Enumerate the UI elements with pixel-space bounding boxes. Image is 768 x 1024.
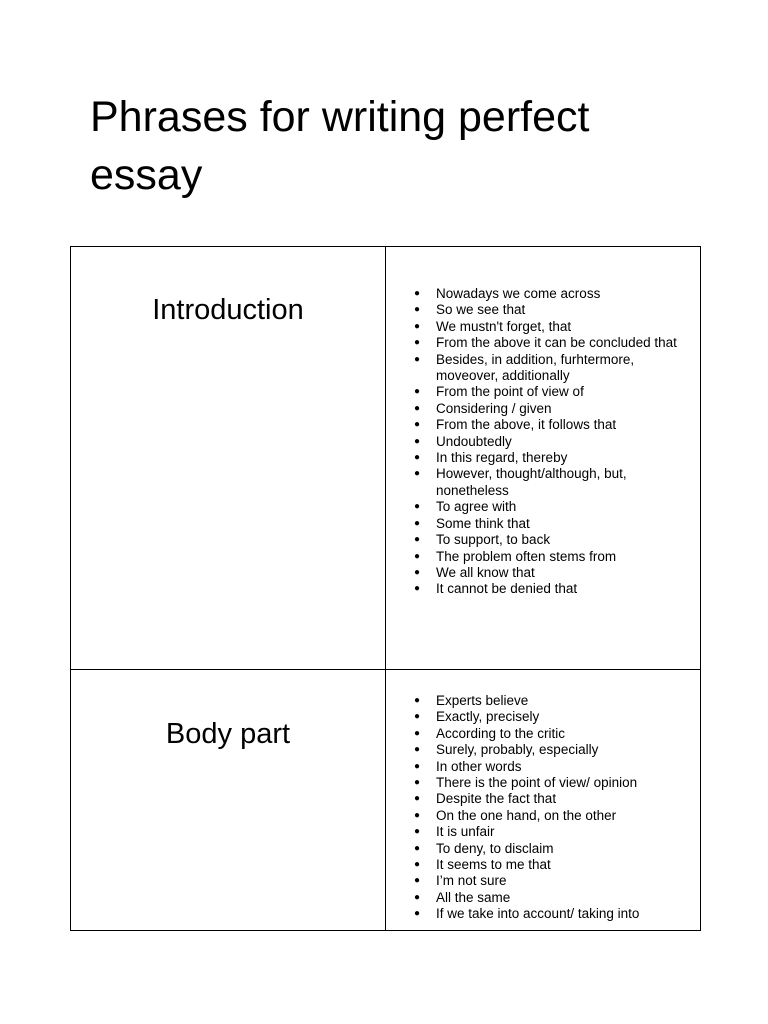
phrase-text: However, thought/although, but, nonetheless [436, 466, 627, 498]
phrase-text: We mustn't forget, that [436, 318, 572, 334]
section-label-cell [71, 247, 386, 670]
phrase-text: If we take into account/ taking into [436, 906, 640, 922]
phrase-text: All the same [436, 889, 511, 905]
phrase-text: Despite the fact that [436, 791, 557, 807]
bullet-icon: ● [414, 550, 421, 562]
table-row-body-part [71, 670, 701, 931]
list-item [414, 840, 692, 857]
bullet-icon: ● [414, 566, 421, 578]
list-item [414, 581, 692, 597]
list-item [414, 384, 692, 400]
bullet-icon: ● [414, 695, 421, 706]
phrase-text: In other words [436, 758, 522, 774]
bullet-icon: ● [414, 727, 421, 739]
phrase-text: Some think that [436, 515, 530, 531]
list-item [414, 889, 692, 906]
bullet-icon: ● [414, 517, 421, 529]
phrases-table [70, 246, 701, 931]
list-item [414, 742, 692, 758]
phrase-text: Exactly, precisely [436, 709, 540, 725]
list-item [414, 433, 692, 450]
list-item [414, 857, 692, 873]
list-item [414, 775, 692, 791]
phrase-text: We all know that [436, 564, 535, 580]
bullet-icon: ● [414, 419, 421, 431]
list-item [414, 873, 692, 889]
section-label-cell [71, 670, 386, 931]
phrase-list-cell [386, 247, 701, 670]
phrase-text: To agree with [436, 499, 517, 515]
bullet-icon: ● [414, 793, 421, 805]
bullet-icon: ● [414, 842, 421, 854]
list-item [414, 466, 692, 499]
phrase-text: To support, to back [436, 532, 551, 548]
phrase-list-body-part [386, 670, 700, 923]
list-item [414, 351, 692, 385]
list-item [414, 318, 692, 335]
phrase-text: Experts believe [436, 693, 529, 708]
bullet-icon: ● [414, 891, 421, 903]
phrase-text: To deny, to disclaim [436, 840, 554, 856]
bullet-icon: ● [414, 402, 421, 414]
list-item [414, 286, 692, 302]
list-item [414, 515, 692, 532]
bullet-icon: ● [414, 809, 421, 821]
bullet-icon: ● [414, 386, 421, 398]
list-item [414, 725, 692, 742]
phrase-text: Considering / given [436, 400, 552, 416]
list-item [414, 758, 692, 775]
bullet-icon: ● [414, 875, 421, 887]
phrase-text: From the above, it follows that [436, 417, 617, 433]
list-item [414, 548, 692, 565]
bullet-icon: ● [414, 826, 421, 838]
bullet-icon: ● [414, 501, 421, 513]
phrase-text: It is unfair [436, 824, 495, 840]
bullet-icon: ● [414, 744, 421, 756]
phrase-text: So we see that [436, 302, 526, 318]
bullet-icon: ● [414, 777, 421, 789]
list-item [414, 532, 692, 548]
list-item [414, 400, 692, 417]
list-item [414, 499, 692, 515]
phrase-text: Undoubtedly [436, 433, 512, 449]
list-item [414, 791, 692, 807]
list-item [414, 302, 692, 318]
list-item [414, 906, 692, 922]
phrase-list-cell [386, 670, 701, 931]
list-item [414, 564, 692, 581]
bullet-icon: ● [414, 468, 421, 480]
section-label-introduction: Introduction [152, 294, 304, 326]
phrase-text: On the one hand, on the other [436, 807, 617, 823]
list-item [414, 335, 692, 351]
bullet-icon: ● [414, 435, 421, 447]
bullet-icon: ● [414, 353, 421, 365]
phrase-text: It seems to me that [436, 857, 551, 873]
phrase-text: Besides, in addition, furhtermore, moveover, additionally [436, 351, 635, 384]
bullet-icon: ● [414, 583, 421, 595]
bullet-icon: ● [414, 337, 421, 349]
phrase-text: From the point of view of [436, 384, 584, 400]
phrase-text: I’m not sure [436, 873, 507, 889]
bullet-icon: ● [414, 452, 421, 464]
list-item [414, 693, 692, 709]
bullet-icon: ● [414, 320, 421, 332]
phrase-text: It cannot be denied that [436, 581, 578, 597]
phrase-text: The problem often stems from [436, 548, 617, 564]
bullet-icon: ● [414, 711, 421, 723]
phrase-text: In this regard, thereby [436, 450, 568, 466]
phrase-list-introduction [386, 247, 700, 598]
phrase-text: There is the point of view/ opinion [436, 775, 638, 791]
page-title: Phrases for writing perfect essay [90, 93, 590, 199]
list-item [414, 417, 692, 433]
bullet-icon: ● [414, 859, 421, 871]
bullet-icon: ● [414, 908, 421, 920]
list-item [414, 824, 692, 840]
bullet-icon: ● [414, 288, 421, 299]
table-row-introduction [71, 247, 701, 670]
phrase-text: According to the critic [436, 725, 566, 741]
list-item [414, 709, 692, 725]
list-item [414, 807, 692, 824]
bullet-icon: ● [414, 304, 421, 316]
phrase-text: Nowadays we come across [436, 286, 601, 301]
bullet-icon: ● [414, 760, 421, 772]
list-item [414, 450, 692, 466]
bullet-icon: ● [414, 534, 421, 546]
section-label-body-part: Body part [165, 718, 291, 750]
phrase-text: Surely, probably, especially [436, 742, 599, 758]
phrase-text: From the above it can be concluded that [436, 335, 677, 351]
